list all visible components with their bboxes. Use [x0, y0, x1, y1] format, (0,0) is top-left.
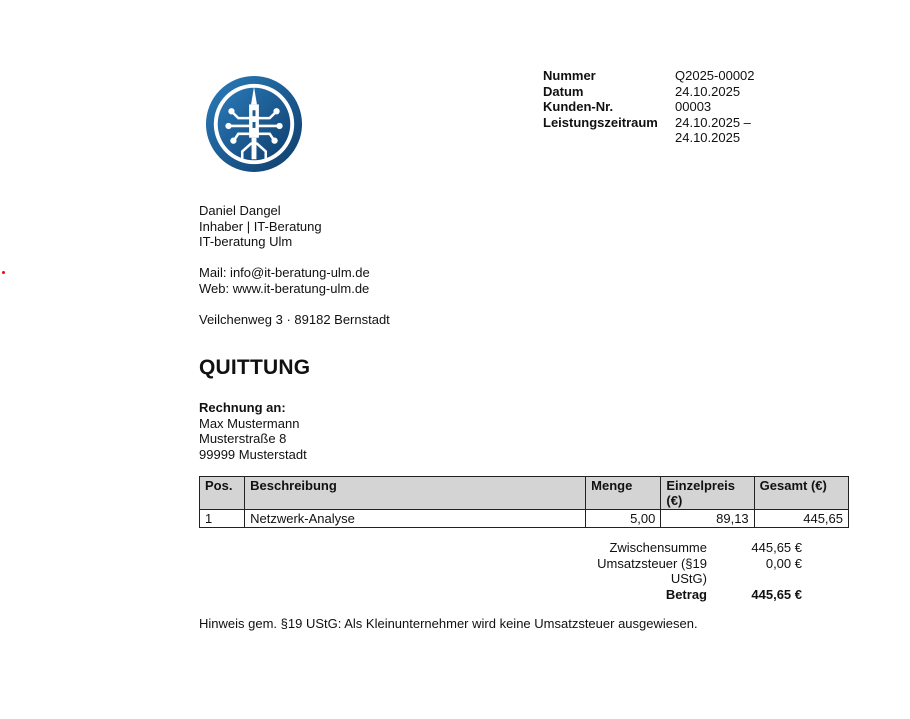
table-row	[200, 510, 849, 528]
tax-note: Hinweis gem. §19 UStG: Als Kleinunternehmer wird keine Umsatzsteuer ausgewiesen.	[199, 616, 698, 631]
totals-block	[560, 540, 802, 602]
recipient-name: Max Mustermann	[199, 415, 300, 431]
subtotal-label: Zwischensumme	[609, 540, 707, 555]
col-header-description: Beschreibung	[245, 477, 586, 510]
recipient-city: 99999 Musterstadt	[199, 446, 307, 462]
document-meta	[543, 68, 770, 146]
meta-label: Leistungszeitraum	[543, 114, 658, 130]
meta-label: Kunden-Nr.	[543, 99, 614, 114]
col-header-pos: Pos.	[200, 477, 245, 510]
sender-block	[199, 203, 390, 327]
cell-unit-price: 89,13	[661, 510, 754, 528]
recipient-heading: Rechnung an:	[199, 400, 286, 415]
cathedral-circuit-logo-icon	[205, 75, 303, 173]
recipient-block	[199, 400, 307, 462]
margin-marker-dot	[2, 271, 5, 274]
meta-label: Nummer	[543, 68, 596, 83]
subtotal-value: 445,65 €	[751, 540, 802, 555]
col-header-quantity: Menge	[586, 477, 661, 510]
col-header-unit-price: Einzelpreis (€)	[661, 477, 754, 510]
meta-label: Datum	[543, 83, 584, 99]
meta-period-row	[543, 115, 770, 146]
table-header-row	[200, 477, 849, 510]
amount-row	[560, 587, 802, 603]
meta-number-row	[543, 68, 770, 84]
meta-date-row	[543, 84, 770, 100]
meta-value: 24.10.2025	[675, 83, 741, 99]
document-title: QUITTUNG	[199, 356, 311, 379]
sender-company: IT-beratung Ulm	[199, 234, 293, 249]
meta-value: 00003	[675, 99, 712, 114]
cell-quantity: 5,00	[586, 510, 661, 528]
cell-total: 445,65	[754, 510, 848, 528]
sender-web: Web: www.it-beratung-ulm.de	[199, 280, 370, 296]
meta-value: Q2025-00002	[675, 68, 755, 83]
tax-row	[560, 556, 802, 587]
meta-customer-row	[543, 99, 770, 115]
tax-value: 0,00 €	[765, 555, 802, 571]
meta-value: 24.10.2025 – 24.10.2025	[675, 114, 751, 145]
recipient-street: Musterstraße 8	[199, 431, 287, 446]
col-header-total: Gesamt (€)	[754, 477, 848, 510]
tax-label: Umsatzsteuer (§19 UStG)	[597, 555, 707, 586]
amount-value: 445,65 €	[751, 586, 802, 602]
sender-address: Veilchenweg 3 · 89182 Bernstadt	[199, 311, 390, 327]
sender-name: Daniel Dangel	[199, 203, 281, 218]
cell-description: Netzwerk-Analyse	[245, 510, 586, 528]
subtotal-row	[560, 540, 802, 556]
sender-mail: Mail: info@it-beratung-ulm.de	[199, 265, 370, 280]
sender-role: Inhaber | IT-Beratung	[199, 218, 322, 234]
line-items-table	[199, 476, 849, 528]
amount-label: Betrag	[665, 586, 707, 602]
cell-pos: 1	[200, 510, 245, 528]
